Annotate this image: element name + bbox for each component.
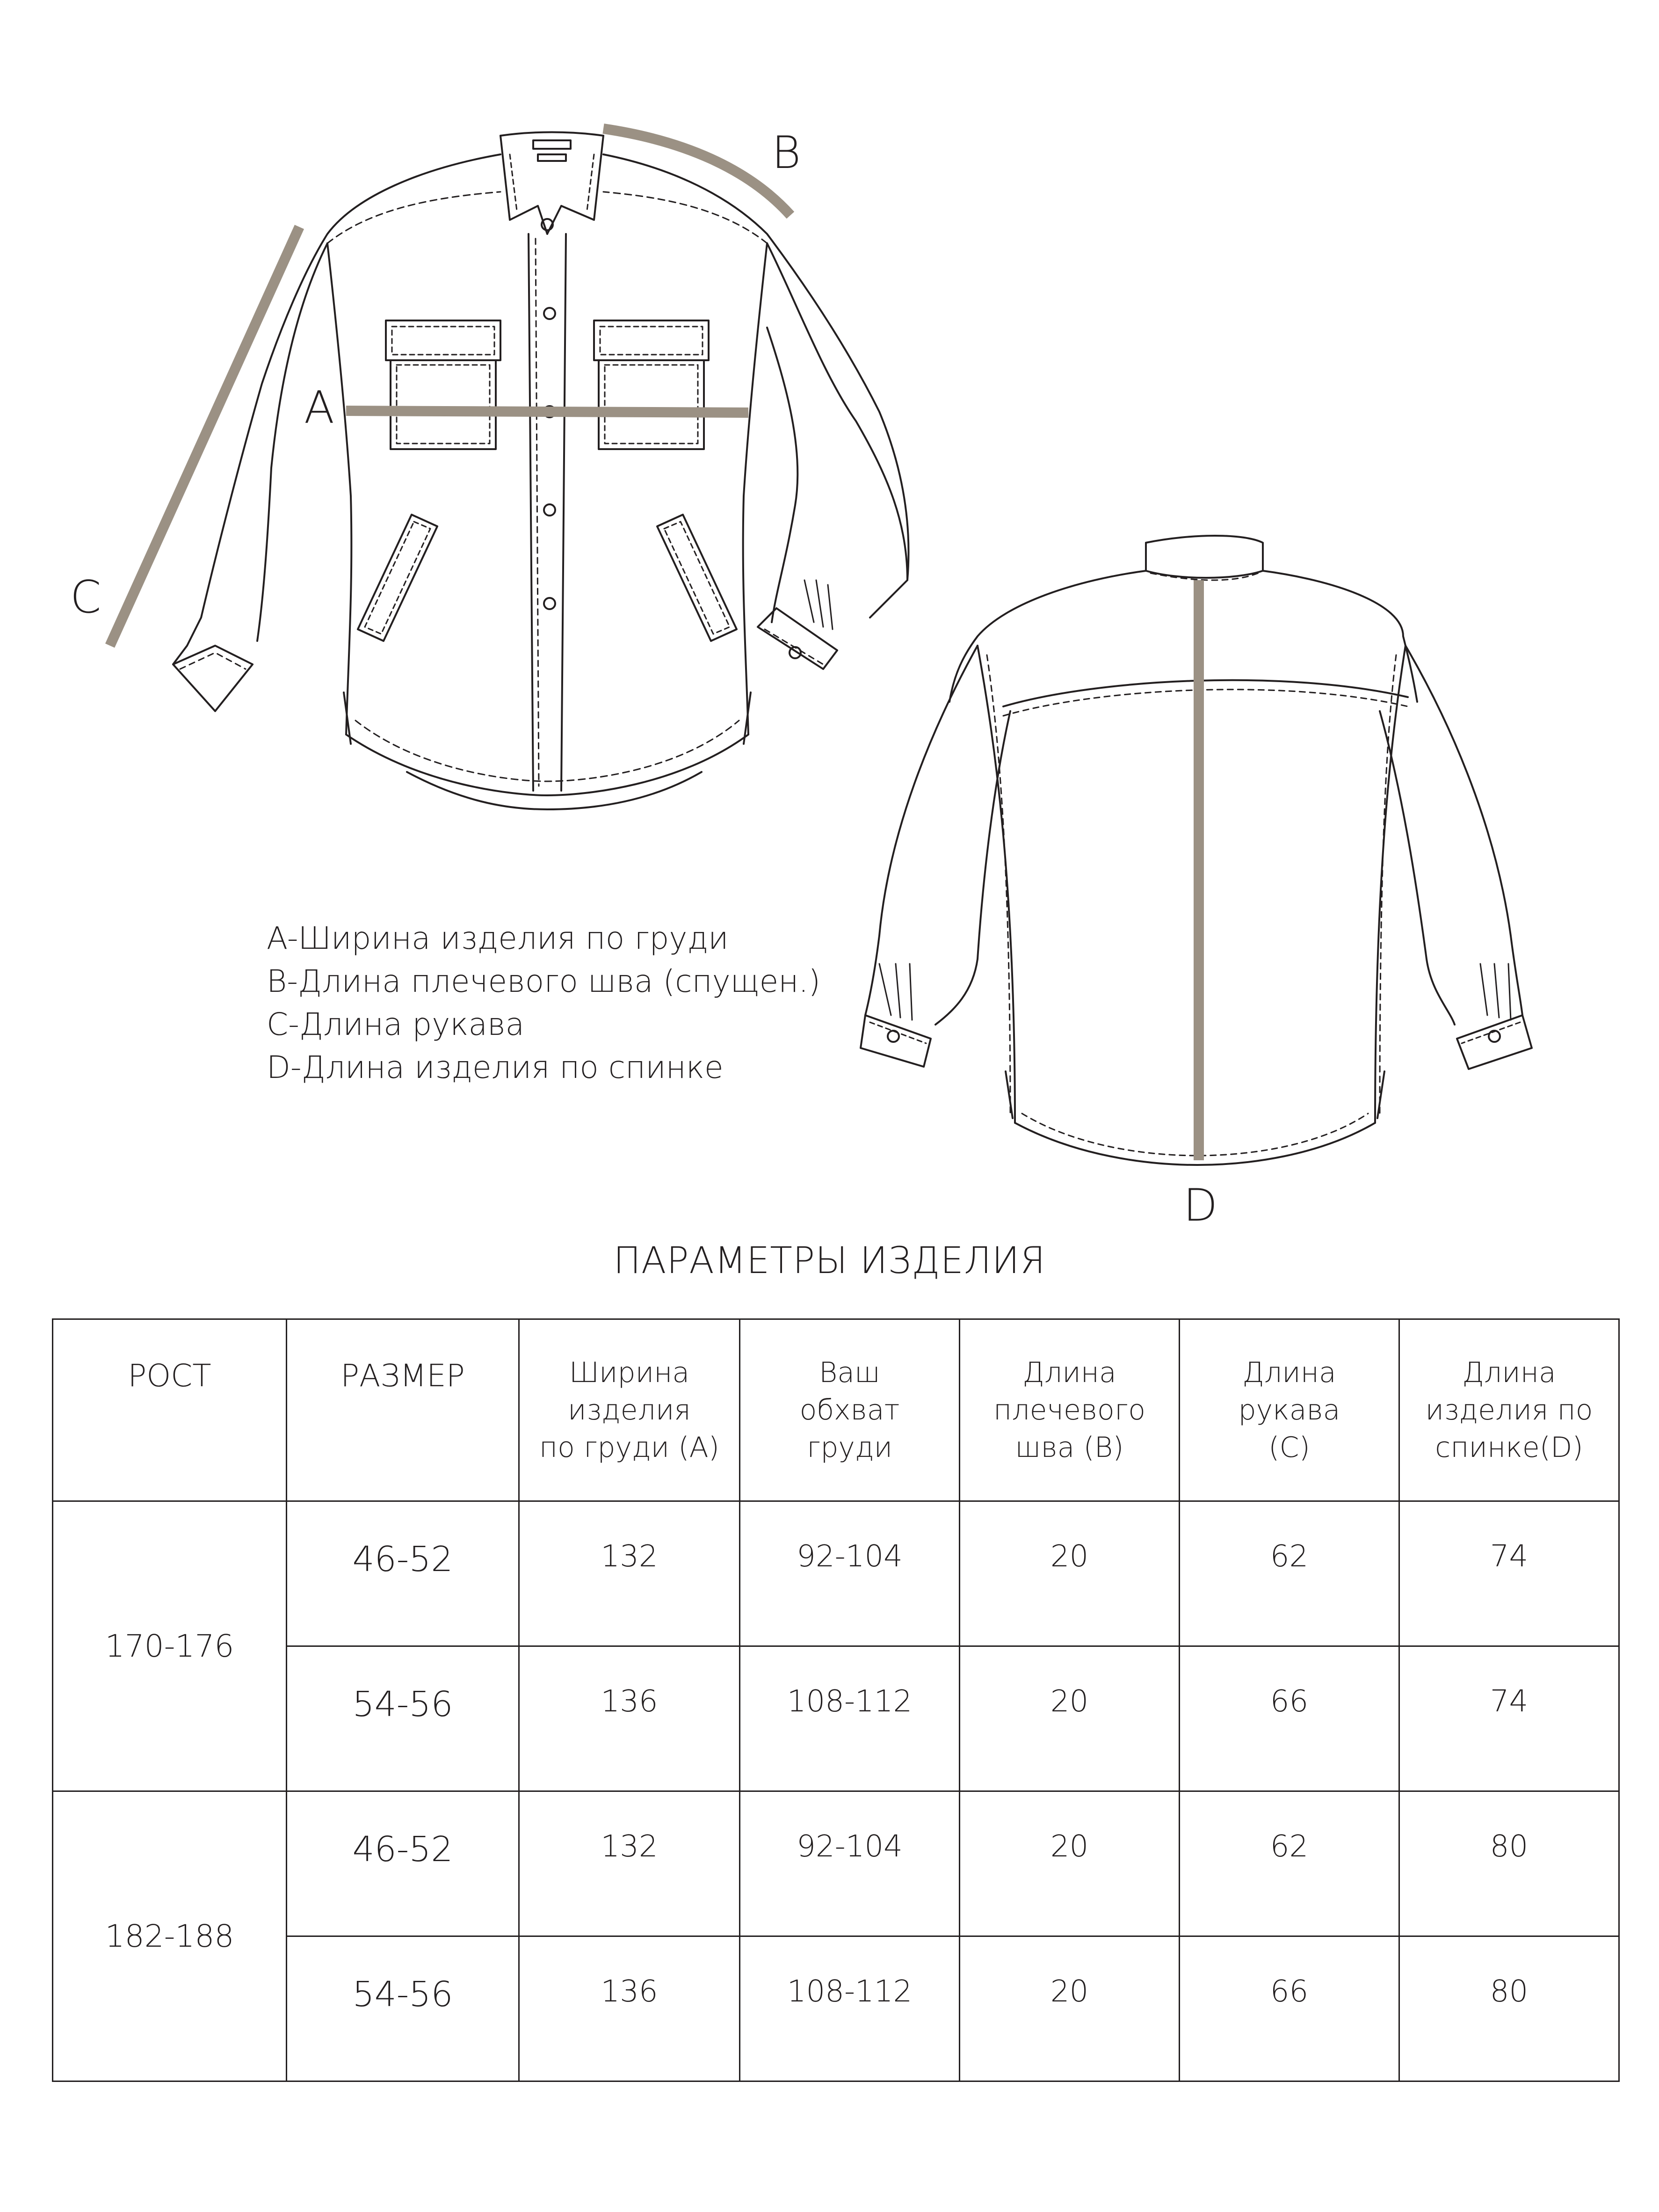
chest-width-cell: 136 bbox=[519, 1646, 740, 1791]
your-chest-cell: 92-104 bbox=[740, 1501, 960, 1646]
legend-item: A-Ширина изделия по груди bbox=[267, 920, 729, 956]
header-line: изделия по bbox=[1425, 1394, 1593, 1426]
sleeve-cell: 66 bbox=[1180, 1646, 1399, 1791]
header-line: Ваш bbox=[819, 1356, 881, 1389]
label-a: A bbox=[304, 382, 334, 434]
table-row bbox=[53, 1791, 1619, 1936]
header-your-chest bbox=[740, 1319, 960, 1501]
back-length-cell: 80 bbox=[1399, 1936, 1619, 2081]
header-chest-width bbox=[519, 1319, 740, 1501]
size-cell: 46-52 bbox=[287, 1791, 519, 1936]
header-line: изделия bbox=[568, 1394, 691, 1426]
back-length-cell: 74 bbox=[1399, 1501, 1619, 1646]
legend-item: B-Длина плечевого шва (спущен.) bbox=[267, 963, 821, 999]
chest-width-cell: 132 bbox=[519, 1791, 740, 1936]
sleeve-cell: 62 bbox=[1180, 1791, 1399, 1936]
size-parameters-table bbox=[52, 1318, 1620, 2082]
header-line: рукава bbox=[1238, 1394, 1340, 1426]
label-d: D bbox=[1183, 1180, 1218, 1231]
size-cell: 46-52 bbox=[287, 1501, 519, 1646]
table-row bbox=[53, 1646, 1619, 1791]
header-line: Длина bbox=[1462, 1356, 1556, 1389]
table-row bbox=[53, 1936, 1619, 2081]
table-row bbox=[53, 1501, 1619, 1646]
shoulder-cell: 20 bbox=[960, 1791, 1180, 1936]
measure-line-a bbox=[346, 411, 748, 413]
header-line: Ширина bbox=[569, 1356, 690, 1389]
table-title: ПАРАМЕТРЫ ИЗДЕЛИЯ bbox=[613, 1240, 1046, 1282]
measure-line-c bbox=[110, 227, 299, 646]
legend-item: C-Длина рукава bbox=[267, 1006, 525, 1042]
shirt-front-view bbox=[173, 127, 909, 810]
header-line: плечевого bbox=[993, 1394, 1145, 1426]
size-cell: 54-56 bbox=[287, 1936, 519, 2081]
header-line: спинке(D) bbox=[1435, 1431, 1583, 1464]
header-line: шва (В) bbox=[1015, 1431, 1124, 1464]
height-cell: 170-176 bbox=[53, 1501, 287, 1791]
header-line: Длина bbox=[1022, 1356, 1116, 1389]
header-line: груди bbox=[806, 1431, 893, 1464]
legend-item: D-Длина изделия по спинке bbox=[267, 1049, 724, 1085]
back-length-cell: 74 bbox=[1399, 1646, 1619, 1791]
your-chest-cell: 108-112 bbox=[740, 1646, 960, 1791]
chest-width-cell: 132 bbox=[519, 1501, 740, 1646]
shoulder-cell: 20 bbox=[960, 1936, 1180, 2081]
measure-line-b bbox=[603, 129, 790, 215]
header-line: по груди (А) bbox=[539, 1431, 720, 1464]
header-shoulder bbox=[960, 1319, 1180, 1501]
shoulder-cell: 20 bbox=[960, 1501, 1180, 1646]
your-chest-cell: 92-104 bbox=[740, 1791, 960, 1936]
height-cell: 182-188 bbox=[53, 1791, 287, 2081]
header-line: обхват bbox=[799, 1394, 900, 1426]
header-line: Длина bbox=[1242, 1356, 1336, 1389]
shoulder-cell: 20 bbox=[960, 1646, 1180, 1791]
size-cell: 54-56 bbox=[287, 1646, 519, 1791]
sleeve-cell: 66 bbox=[1180, 1936, 1399, 2081]
measurement-legend bbox=[267, 917, 820, 1089]
header-height: РОСТ bbox=[53, 1319, 287, 1501]
table-header-row bbox=[53, 1319, 1619, 1501]
chest-width-cell: 136 bbox=[519, 1936, 740, 2081]
label-c: C bbox=[70, 572, 101, 623]
your-chest-cell: 108-112 bbox=[740, 1936, 960, 2081]
header-sleeve bbox=[1180, 1319, 1399, 1501]
header-line: (С) bbox=[1268, 1431, 1310, 1464]
header-back-length bbox=[1399, 1319, 1619, 1501]
sleeve-cell: 62 bbox=[1180, 1501, 1399, 1646]
header-size: РАЗМЕР bbox=[287, 1319, 519, 1501]
label-b: B bbox=[772, 127, 801, 179]
back-length-cell: 80 bbox=[1399, 1791, 1619, 1936]
